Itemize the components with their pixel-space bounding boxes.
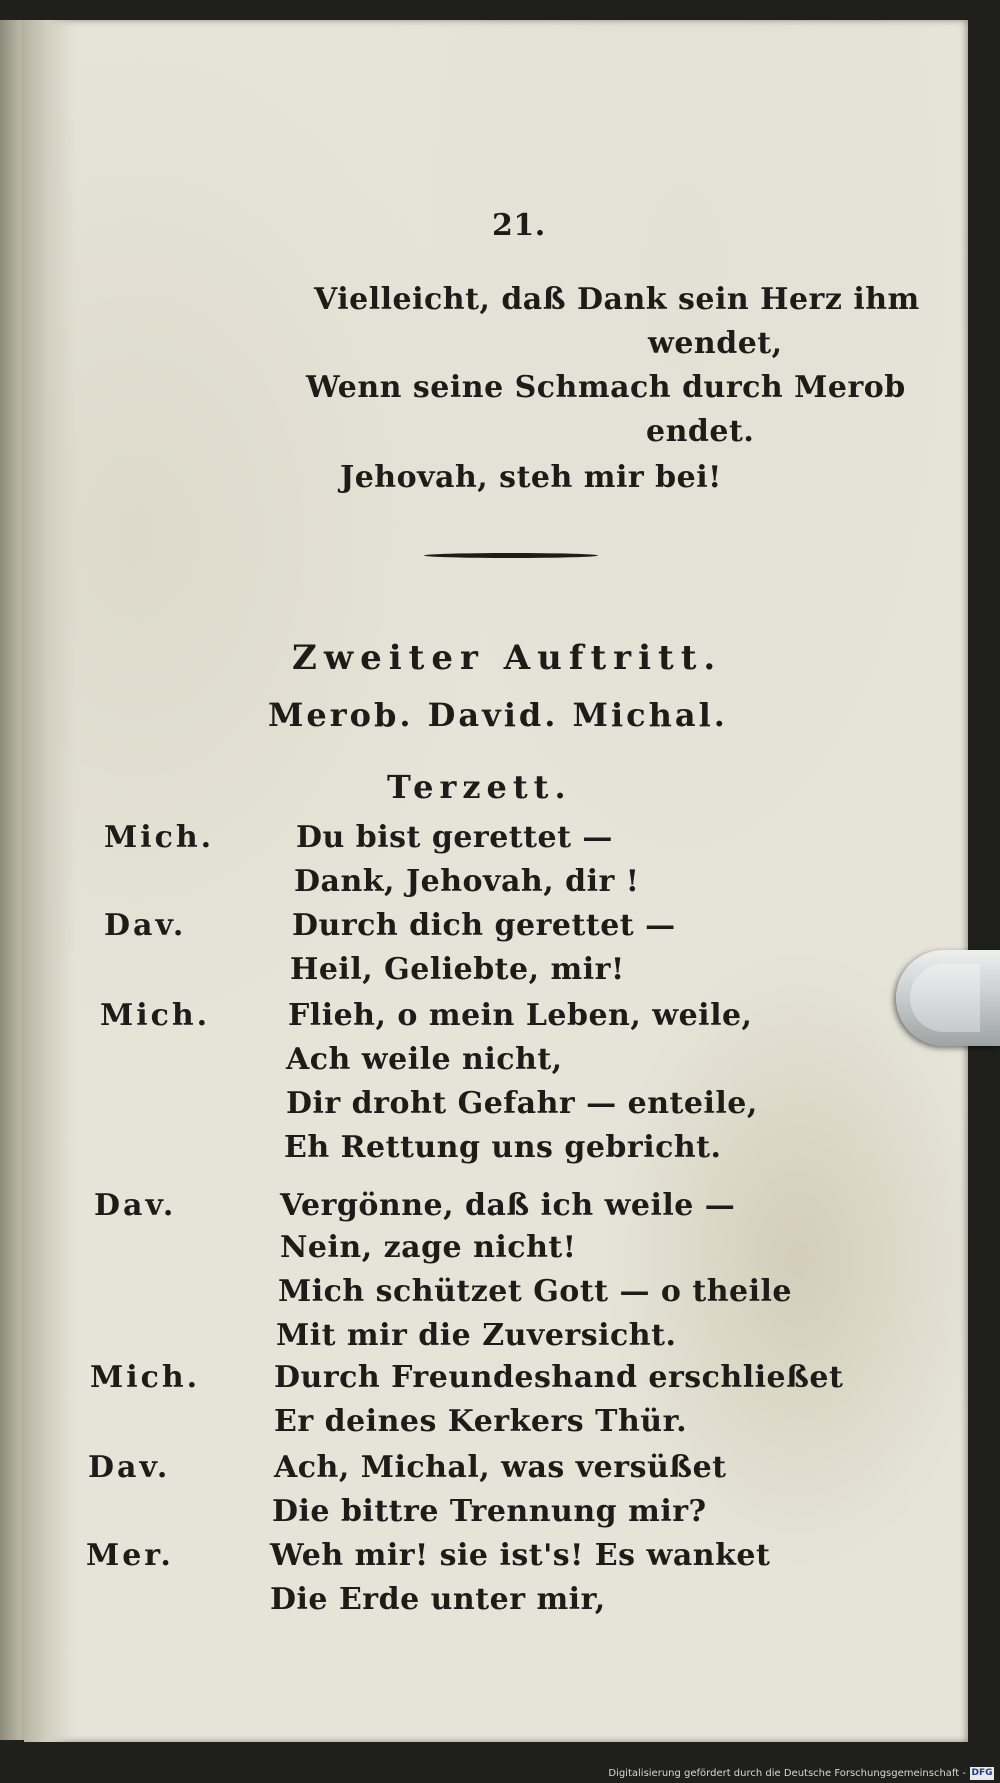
page-clip-highlight (910, 964, 980, 1032)
dialogue-line: Heil, Geliebte, mir! (290, 952, 625, 987)
verse-line: Wenn seine Schmach durch Merob (306, 370, 906, 405)
speaker-label: Dav. (88, 1450, 171, 1485)
dialogue-line: Du bist gerettet — (296, 820, 613, 855)
song-title: Terzett. (387, 768, 572, 806)
verse-line: Jehovah, steh mir bei! (340, 460, 722, 495)
page-clip (896, 950, 1000, 1046)
verse-line: wendet, (648, 326, 783, 361)
dialogue-line: Mich schützet Gott — o theile (278, 1274, 793, 1309)
verse-line: endet. (646, 414, 755, 449)
dialogue-line: Die bittre Trennung mir? (272, 1494, 707, 1529)
dialogue-line: Dank, Jehovah, dir ! (294, 864, 640, 899)
dialogue-line: Die Erde unter mir, (270, 1582, 606, 1617)
dialogue-line: Eh Rettung uns gebricht. (284, 1130, 722, 1165)
dialogue-line: Ach, Michal, was versüßet (274, 1450, 727, 1485)
dialogue-line: Durch dich gerettet — (292, 908, 676, 943)
dialogue-line: Nein, zage nicht! (280, 1230, 577, 1265)
digitization-credit: Digitalisierung gefördert durch die Deutsche Forschungsgemeinschaft - (608, 1768, 966, 1779)
section-divider (424, 553, 598, 558)
dialogue-line: Dir droht Gefahr — enteile, (286, 1086, 758, 1121)
page-number: 21. (492, 208, 546, 243)
persons-list: Merob. David. Michal. (268, 696, 728, 734)
dialogue-line: Er deines Kerkers Thür. (274, 1404, 688, 1439)
speaker-label: Mich. (90, 1360, 201, 1395)
dfg-logo: DFG (971, 1768, 993, 1778)
dialogue-line: Weh mir! sie ist's! Es wanket (270, 1538, 771, 1573)
dialogue-line: Flieh, o mein Leben, weile, (288, 998, 753, 1033)
speaker-label: Mich. (100, 998, 211, 1033)
dialogue-line: Durch Freundeshand erschließet (274, 1360, 844, 1395)
speaker-label: Mer. (86, 1538, 174, 1573)
dialogue-line: Vergönne, daß ich weile — (280, 1188, 736, 1223)
dialogue-line: Mit mir die Zuversicht. (276, 1318, 677, 1353)
book-page (24, 20, 968, 1742)
speaker-label: Dav. (94, 1188, 177, 1223)
speaker-label: Dav. (104, 908, 187, 943)
verse-line: Vielleicht, daß Dank sein Herz ihm (314, 282, 920, 317)
scene-heading: Zweiter Auftritt. (292, 638, 723, 678)
dialogue-line: Ach weile nicht, (286, 1042, 563, 1077)
speaker-label: Mich. (104, 820, 215, 855)
page-gutter-shadow (24, 20, 76, 1742)
